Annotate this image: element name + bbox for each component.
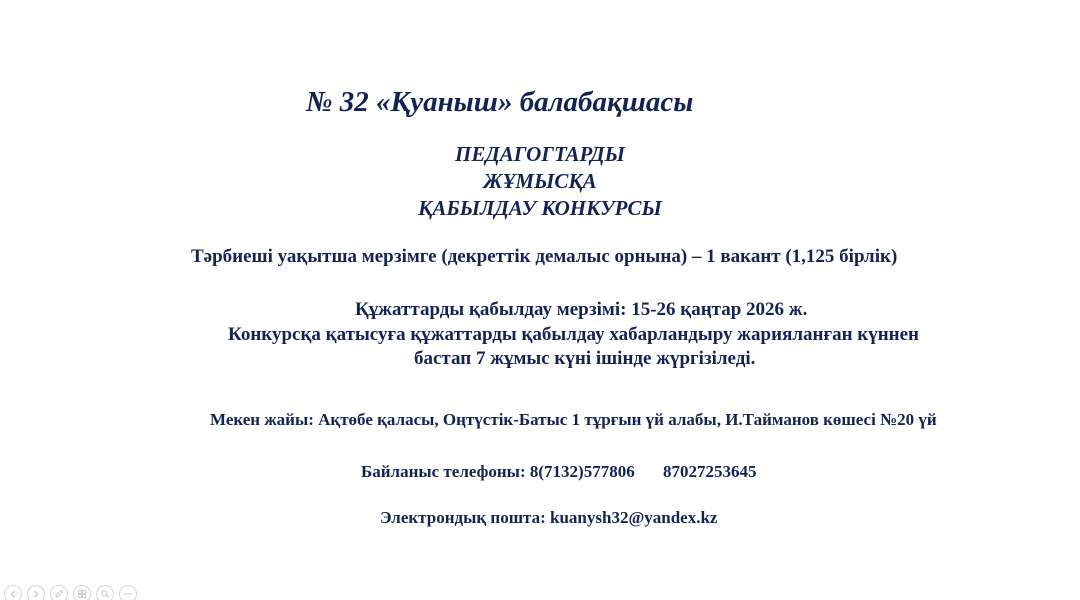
notice-line-1: Конкурсқа қатысуға құжаттарды қабылдау хабарландыру жарияланған күннен [228, 324, 920, 345]
pen-tool-button[interactable] [50, 585, 68, 600]
vacancy-text: Тәрбиеші уақытша мерзімге (декреттік демалыс орнына) – 1 вакант (1,125 бірлік) [191, 246, 898, 267]
pen-icon [54, 589, 64, 599]
phone-number-2: 87027253645 [662, 462, 757, 481]
more-icon [123, 589, 133, 599]
more-options-button[interactable] [119, 585, 137, 600]
email-text: Электрондық пошта: kuanysh32@yandex.kz [380, 508, 718, 527]
previous-slide-button[interactable] [4, 585, 22, 600]
see-all-slides-button[interactable] [73, 585, 91, 600]
notice-line-2: бастап 7 жұмыс күні ішінде жүргізіледі. [414, 348, 756, 369]
slideshow-controls [4, 585, 137, 600]
subtitle-line-3: ҚАБЫЛДАУ КОНКУРСЫ [418, 196, 662, 220]
phone-line [361, 461, 756, 483]
deadline-text: Құжаттарды қабылдау мерзімі: 15-26 қаңтар 2026 ж. [355, 299, 808, 320]
next-slide-button[interactable] [27, 585, 45, 600]
address-text: Мекен жайы: Ақтөбе қаласы, Оңтүстік-Батыс 1 тұрғын үй алабы, И.Тайманов көшесі №20 үй [210, 410, 937, 429]
arrow-left-icon [8, 589, 18, 599]
zoom-icon [100, 589, 110, 599]
arrow-right-icon [31, 589, 41, 599]
zoom-button[interactable] [96, 585, 114, 600]
subtitle-line-2: ЖҰМЫСҚА [483, 169, 597, 193]
slide-title: № 32 «Қуаныш» балабақшасы [306, 86, 694, 118]
slides-icon [77, 589, 87, 599]
subtitle-line-1: ПЕДАГОГТАРДЫ [455, 142, 625, 166]
phone-label: Байланыс телефоны: [361, 462, 526, 481]
phone-number-1: 8(7132)577806 [529, 462, 635, 481]
